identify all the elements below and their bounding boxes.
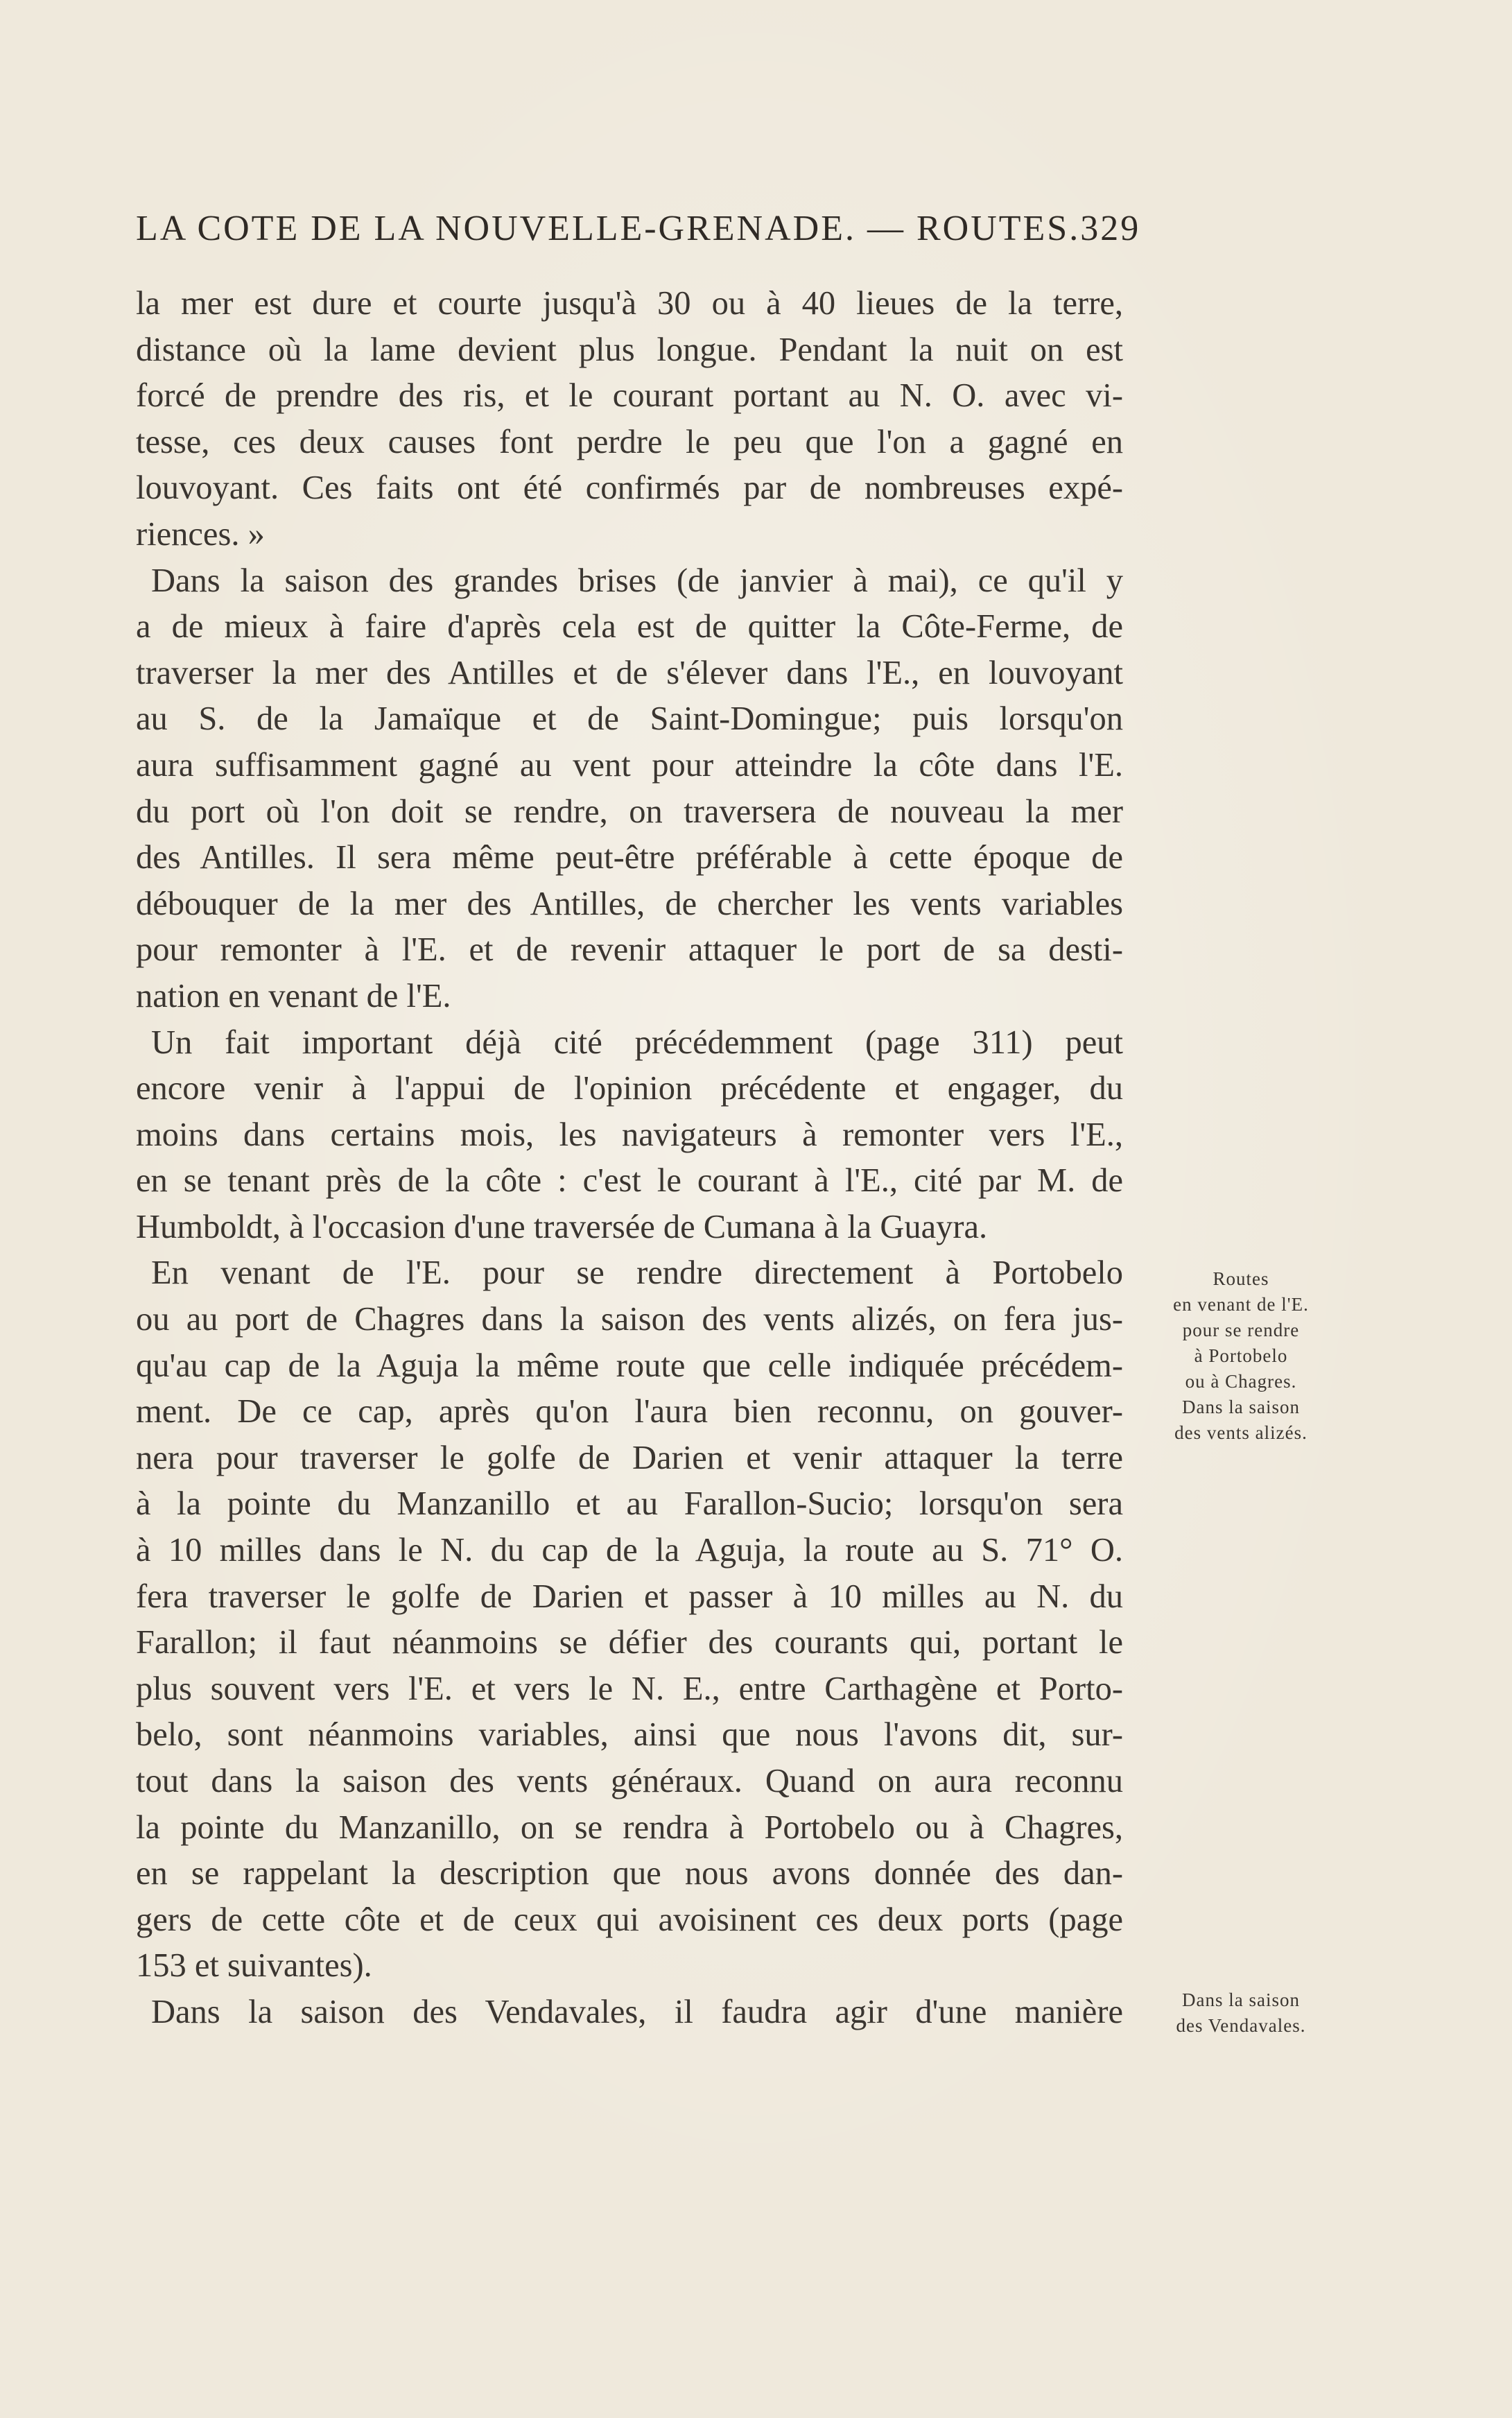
text-line: ment. De ce cap, après qu'on l'aura bien reconnu, on gouver- [136,1393,1123,1431]
text-line: plus souvent vers l'E. et vers le N. E., entre Carthagène et Porto- [136,1670,1123,1707]
text-line: Dans la saison des grandes brises (de janvier à mai), ce qu'il y [151,562,1123,599]
text-line: ou au port de Chagres dans la saison des vents alizés, on fera jus- [136,1301,1123,1338]
text-line: Un fait important déjà cité précédemment (page 311) peut [151,1024,1123,1061]
text-line: distance où la lame devient plus longue. Pendant la nuit on est [136,331,1123,368]
margin-note-line: Dans la saison [1182,1397,1300,1417]
margin-note-line: à Portobelo [1194,1345,1288,1366]
text-line: traverser la mer des Antilles et de s'élever dans l'E., en louvoyant [136,654,1123,691]
text-line: belo, sont néanmoins variables, ainsi que nous l'avons dit, sur- [136,1716,1123,1754]
text-line: en se tenant près de la côte : c'est le courant à l'E., cité par M. de [136,1162,1123,1200]
text-line: louvoyant. Ces faits ont été confirmés par de nombreuses expé- [136,469,1123,507]
text-line: en se rappelant la description que nous avons donnée des dan- [136,1855,1123,1892]
text-line: à la pointe du Manzanillo et au Farallon-Sucio; lorsqu'on sera [136,1485,1123,1523]
margin-note-line: Routes [1213,1268,1269,1289]
running-title: LA COTE DE LA NOUVELLE-GRENADE. — ROUTES. [136,209,1081,248]
text-line: la pointe du Manzanillo, on se rendra à Portobelo ou à Chagres, [136,1808,1123,1846]
text-line: qu'au cap de la Aguja la même route que celle indiquée précédem- [136,1347,1123,1384]
text-line: Humboldt, à l'occasion d'une traversée de Cumana à la Guayra. [136,1208,988,1245]
text-line: riences. » [136,515,265,553]
text-line: nera pour traverser le golfe de Darien et venir attaquer la terre [136,1439,1123,1476]
text-line: En venant de l'E. pour se rendre directement à Portobelo [151,1254,1123,1292]
text-line: la mer est dure et courte jusqu'à 30 ou à 40 lieues de la terre, [136,285,1123,322]
margin-note-line: pour se rendre [1182,1320,1300,1340]
text-line: moins dans certains mois, les navigateurs à remonter vers l'E., [136,1116,1123,1153]
text-line: à 10 milles dans le N. du cap de la Aguja, la route au S. 71° O. [136,1532,1123,1569]
margin-note-vendavales [1137,1987,1345,2039]
text-line: tesse, ces deux causes font perdre le peu que l'on a gagné en [136,423,1123,460]
text-line: aura suffisamment gagné au vent pour atteindre la côte dans l'E. [136,746,1123,784]
text-line: débouquer de la mer des Antilles, de chercher les vents variables [136,885,1123,922]
text-line: fera traverser le golfe de Darien et passer à 10 milles au N. du [136,1578,1123,1615]
text-line: nation en venant de l'E. [136,977,451,1014]
running-header [136,208,1141,264]
text-line: au S. de la Jamaïque et de Saint-Domingue; puis lorsqu'on [136,700,1123,738]
text-line: du port où l'on doit se rendre, on traversera de nouveau la mer [136,793,1123,830]
text-line: des Antilles. Il sera même peut-être préférable à cette époque de [136,839,1123,876]
body-text [136,281,1123,2036]
text-line: tout dans la saison des vents généraux. Quand on aura reconnu [136,1763,1123,1799]
text-line: a de mieux à faire d'après cela est de quitter la Côte-Ferme, de [136,608,1123,646]
margin-note-line: Dans la saison [1182,1989,1300,2010]
margin-note-line: des vents alizés. [1174,1422,1307,1443]
text-line: encore venir à l'appui de l'opinion précédente et engager, du [136,1070,1123,1107]
margin-note-routes [1137,1266,1345,1446]
text-line: forcé de prendre des ris, et le courant portant au N. O. avec vi- [136,377,1123,415]
text-line: Farallon; il faut néanmoins se défier des courants qui, portant le [136,1624,1123,1661]
text-line: 153 et suivantes). [136,1947,372,1985]
margin-note-line: ou à Chagres. [1185,1371,1297,1392]
page-number: 329 [1080,209,1141,248]
text-line: pour remonter à l'E. et de revenir attaquer le port de sa desti- [136,931,1123,969]
margin-note-line: en venant de l'E. [1173,1294,1309,1315]
text-line: Dans la saison des Vendavales, il faudra agir d'une manière [151,1993,1123,2030]
margin-note-line: des Vendavales. [1176,2015,1306,2036]
text-line: gers de cette côte et de ceux qui avoisinent ces deux ports (page [136,1901,1123,1938]
